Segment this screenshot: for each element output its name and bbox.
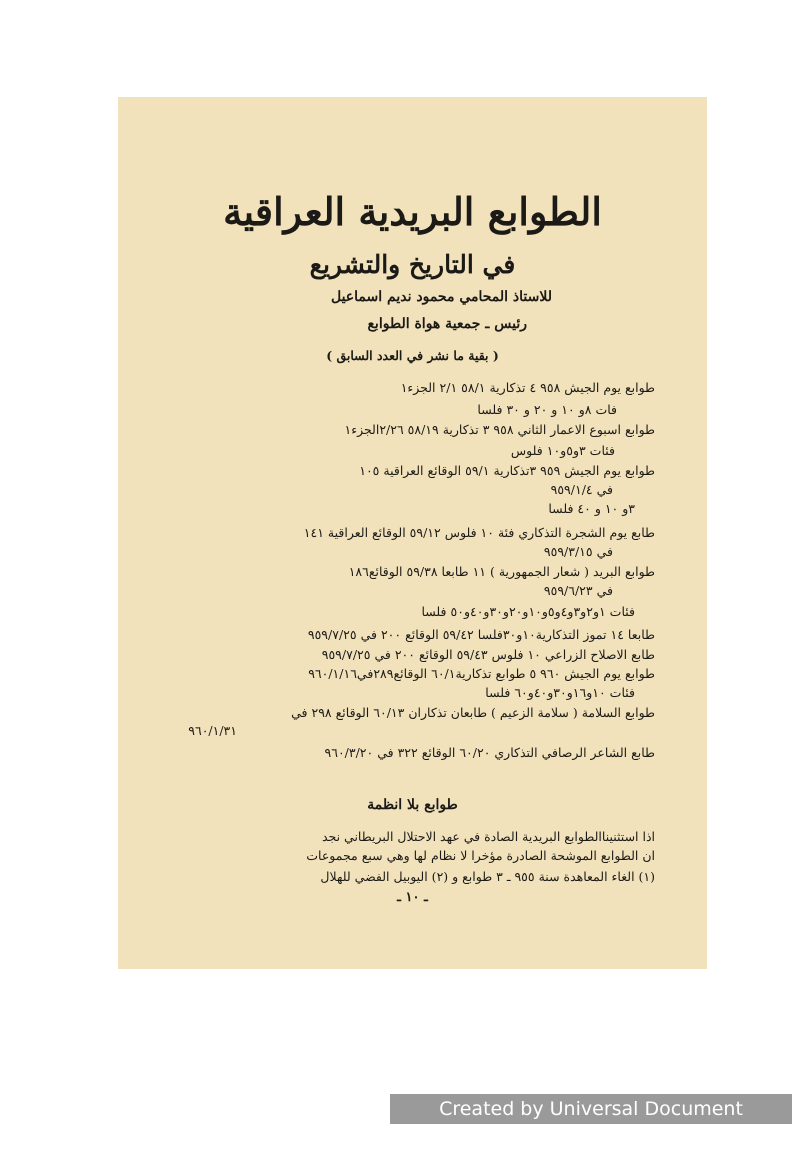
body-line: (١) الغاء المعاهدة سنة ٩٥٥ ـ ٣ طوابع و (٢) اليوبيل الفضي للهلال [320,869,655,884]
continuation-note: ( بقية ما نشر في العدد السابق ) [326,348,499,363]
entry-line: ٩٦٠/١/٣١ [188,723,237,738]
article-subtitle: في التاريخ والتشريع [309,250,516,279]
entry-line: طوابع البريد ( شعار الجمهورية ) ١١ طابعا ٥٩/٣٨ الوقائع١٨٦ [348,564,655,579]
entry-line: طوابع السلامة ( سلامة الزعيم ) طابعان تذكاران ٦٠/١٣ الوقائع ٢٩٨ في [291,705,655,720]
converter-watermark: Created by Universal Document Converter [390,1094,792,1124]
entry-line: طابعا ١٤ تموز التذكارية١٠و٣٠فلسا ٥٩/٤٢ الوقائع ٢٠٠ في ٩٥٩/٧/٢٥ [307,627,655,642]
page-number: ـ ١٠ ـ [397,890,428,905]
entry-line: فئات ١و٢و٣و٤و٥و١٠و٢٠و٣٠و٤٠و٥٠ فلسا [421,604,635,619]
entry-line: ٣و ١٠ و ٤٠ فلسا [548,501,635,516]
author-role: رئيس ـ جمعية هواة الطوابع [367,316,527,332]
article-title: الطوابع البريدية العراقية [223,189,602,234]
entry-line: في ٩٥٩/٣/١٥ [543,544,613,559]
entry-line: طابع يوم الشجرة التذكاري فئة ١٠ فلوس ٥٩/١٢ الوقائع العراقية ١٤١ [303,525,655,540]
entry-line: طابع الاصلاح الزراعي ١٠ فلوس ٥٩/٤٣ الوقائع ٢٠٠ في ٩٥٩/٧/٢٥ [321,647,655,662]
author-line: للاستاذ المحامي محمود نديم اسماعيل [330,289,552,305]
entry-line: فئات ١٠و١٦و٣٠و٤٠و٦٠ فلسا [485,685,635,700]
entry-line: طوابع يوم الجيش ٩٥٩ ٣تذكارية ٥٩/١ الوقائع العراقية ١٠٥ [359,463,655,478]
entry-line: في ٩٥٩/١/٤ [550,482,613,497]
body-line: ان الطوابع الموشحة الصادرة مؤخرا لا نظام لها وهي سبع مجموعات [306,848,655,863]
entry-line: طوابع يوم الجيش ٩٥٨ ٤ تذكارية ٥٨/١ ٢/١ الجزء١ [400,380,655,395]
entry-line: طابع الشاعر الرصافي التذكاري ٦٠/٢٠ الوقائع ٣٢٢ في ٩٦٠/٣/٢٠ [324,745,655,760]
body-line: اذا استثنيناالطوابع البريدية الصادة في عهد الاحتلال البريطاني نجد [321,829,655,844]
entry-line: فئات ٣و٥و١٠ فلوس [510,443,615,458]
section-heading: طوابع بلا انظمة [367,797,458,813]
entry-line: فات ٨و ١٠ و ٢٠ و ٣٠ فلسا [477,402,617,417]
document-page [118,97,707,969]
entry-line: طوابع اسبوع الاعمار الثاني ٩٥٨ ٣ تذكارية ٥٨/١٩ ٢/٢٦الجزء١ [344,422,655,437]
entry-line: في ٩٥٩/٦/٢٣ [543,583,613,598]
entry-line: طوابع يوم الجيش ٩٦٠ ٥ طوابع تذكارية٦٠/١ الوقائع٢٨٩في٩٦٠/١/١٦ [308,666,655,681]
